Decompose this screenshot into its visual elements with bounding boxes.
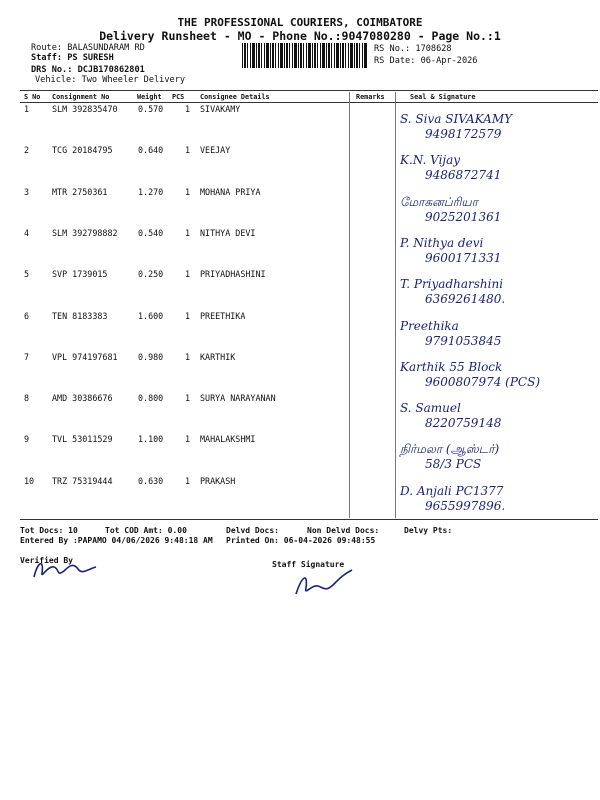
signature-column-divider [395,92,396,518]
verified-by-label: Verified By [20,556,73,565]
row-handwritten-signature: நிர்மலா (ஆஸ்டர்) [400,442,500,457]
row-consignee-name: PRAKASH [200,475,236,486]
drs-number: DRS No.: DCJB170862801 [31,65,145,75]
row-handwritten-signature: Karthik 55 Block [400,359,503,374]
row-consignee-name: SURYA NARAYANAN [200,393,276,404]
col-pcs: PCS [172,93,185,101]
row-consignment-no: SLM 392798882 [52,227,118,238]
col-seal-signature: Seal & Signature [410,93,476,101]
col-sno: S No [24,93,41,101]
row-pcs: 1 [185,434,191,445]
table-header-rule [20,102,598,103]
barcode [242,43,368,68]
runsheet-title: Delivery Runsheet - MO - Phone No.:9047080280 - Page No.:1 [99,29,501,43]
row-consignee-name: MOHANA PRIYA [200,186,261,197]
row-weight: 1.600 [138,310,164,321]
row-pcs: 1 [185,269,191,280]
non-delivered-docs: Non Delvd Docs: [307,526,380,535]
staff-signature [290,566,360,600]
row-sno: 1 [24,104,30,114]
row-handwritten-phone: 6369261480. [425,292,506,307]
row-consignee-name: NITHYA DEVI [200,227,256,238]
row-consignment-no: VPL 974197681 [52,351,118,362]
row-consignee-name: KARTHIK [200,351,236,362]
row-handwritten-phone: 9600807974 (PCS) [425,374,541,389]
table-bottom-rule [20,519,598,520]
row-handwritten-phone: 9600171331 [425,250,502,265]
printed-on: Printed On: 06-04-2026 09:48:55 [226,536,376,545]
row-consignment-no: AMD 30386676 [52,393,113,404]
row-handwritten-signature: T. Priyadharshini [400,277,504,292]
row-weight: 0.980 [138,351,164,362]
row-handwritten-phone: 8220759148 [425,416,502,431]
row-sno: 7 [24,351,30,362]
row-consignee-name: PREETHIKA [200,310,246,321]
row-sno: 2 [24,145,30,156]
row-consignee-name: PRIYADHASHINI [200,269,266,280]
row-weight: 1.270 [138,186,164,197]
row-sno: 5 [24,269,30,280]
row-weight: 0.570 [138,104,164,114]
table-top-rule [20,90,598,91]
row-handwritten-signature: S. Siva SIVAKAMY [400,112,513,126]
row-handwritten-signature: K.N. Vijay [400,153,461,168]
rs-date: RS Date: 06-Apr-2026 [374,56,478,66]
row-weight: 0.250 [138,269,164,280]
remarks-column-divider [349,92,350,518]
row-sno: 3 [24,186,30,197]
row-sno: 9 [24,434,30,445]
vehicle-label: Vehicle: Two Wheeler Delivery [35,75,186,85]
row-handwritten-signature: மோகனப்ரியா [400,194,478,209]
rs-number: RS No.: 1708628 [374,44,452,54]
company-name: THE PROFESSIONAL COURIERS, COIMBATORE [177,16,423,29]
row-weight: 0.640 [138,145,164,156]
col-consignment: Consignment No [52,93,110,101]
row-consignee-name: SIVAKAMY [200,104,241,114]
row-consignment-no: MTR 2750361 [52,186,108,197]
row-consignee-name: VEEJAY [200,145,231,156]
row-handwritten-signature: P. Nithya devi [400,235,484,250]
delivery-points: Delvy Pts: [404,526,453,535]
row-handwritten-phone: 9655997896. [425,498,506,513]
row-pcs: 1 [185,393,191,404]
staff-signature-label: Staff Signature [272,560,345,569]
verifier-signature [30,555,105,585]
tot-cod-amount: Tot COD Amt: 0.00 [105,526,187,535]
row-consignment-no: SVP 1739015 [52,269,108,280]
row-consignment-no: SLM 392835470 [52,104,118,114]
col-consignee: Consignee Details [200,93,270,101]
row-handwritten-signature: D. Anjali PC1377 [400,483,504,498]
row-handwritten-phone: 9025201361 [425,209,502,224]
row-weight: 0.630 [138,475,164,486]
row-sno: 8 [24,393,30,404]
tot-docs: Tot Docs: 10 [20,526,78,535]
row-weight: 0.540 [138,227,164,238]
row-consignment-no: TRZ 75319444 [52,475,113,486]
row-pcs: 1 [185,351,191,362]
row-sno: 10 [24,475,35,486]
row-handwritten-phone: 9486872741 [425,168,502,183]
staff-label: Staff: PS SURESH [31,53,114,63]
row-pcs: 1 [185,145,191,156]
row-consignment-no: TVL 53011529 [52,434,113,445]
row-consignee-name: MAHALAKSHMI [200,434,256,445]
row-consignment-no: TCG 20184795 [52,145,113,156]
col-weight: Weight [137,93,162,101]
row-weight: 1.100 [138,434,164,445]
row-handwritten-signature: Preethika [400,318,459,333]
entered-by: Entered By :PAPAMO 04/06/2026 9:48:18 AM [20,536,213,545]
row-sno: 4 [24,227,30,238]
row-handwritten-phone: 9791053845 [425,333,502,348]
col-remarks: Remarks [356,93,385,101]
row-pcs: 1 [185,475,191,486]
row-handwritten-phone: 9498172579 [425,127,502,141]
row-weight: 0.800 [138,393,164,404]
delivered-docs: Delvd Docs: [226,526,279,535]
row-pcs: 1 [185,186,191,197]
row-sno: 6 [24,310,30,321]
row-consignment-no: TEN 8183383 [52,310,108,321]
row-pcs: 1 [185,227,191,238]
row-handwritten-signature: S. Samuel [400,401,461,416]
row-pcs: 1 [185,104,191,114]
row-pcs: 1 [185,310,191,321]
row-handwritten-phone: 58/3 PCS [425,457,482,472]
route-label: Route: BALASUNDARAM RD [31,43,145,53]
